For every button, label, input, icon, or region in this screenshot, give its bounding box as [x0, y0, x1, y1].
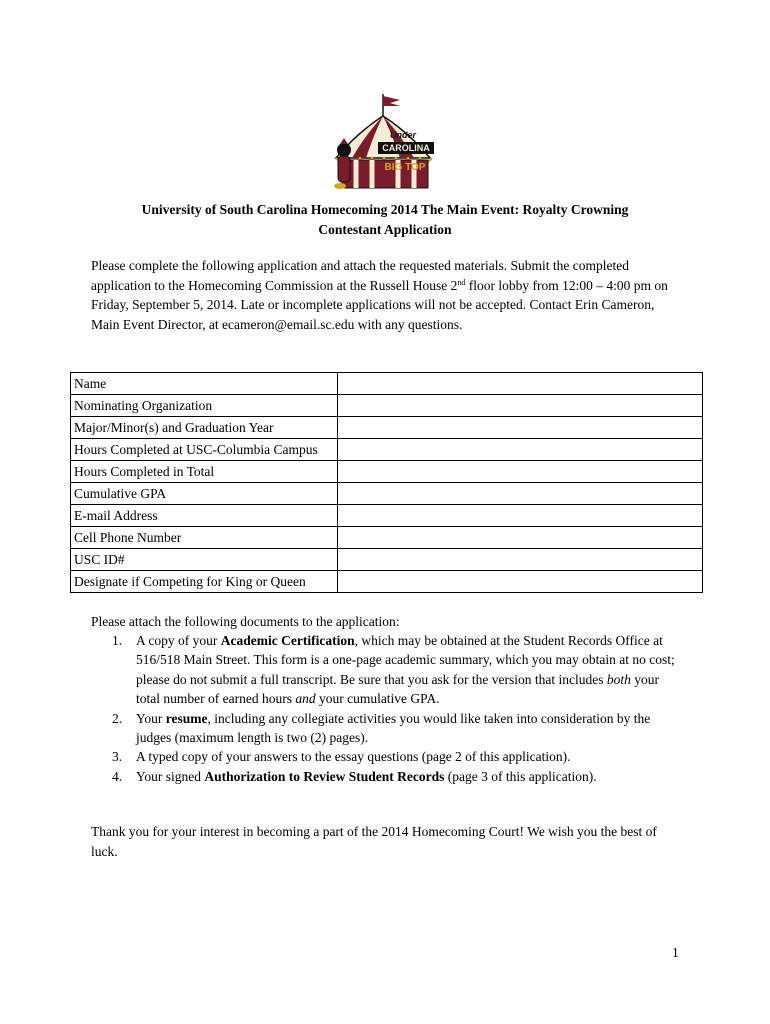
field-label: Name	[71, 373, 338, 395]
under-carolina-big-top-logo	[328, 92, 442, 196]
table-row	[71, 483, 703, 505]
attachments-list	[91, 631, 681, 786]
table-row	[71, 527, 703, 549]
table-row	[71, 417, 703, 439]
svg-text:Under: Under	[390, 130, 417, 140]
field-value-cell[interactable]	[338, 439, 703, 461]
applicant-info-table	[70, 372, 703, 593]
list-item: 2. Your resume, including any collegiate activities you would like taken into consideration by the judges (maximum length is two (2) pages).	[112, 710, 651, 746]
table-row	[71, 439, 703, 461]
field-value-cell[interactable]	[338, 527, 703, 549]
instructions-paragraph: Please complete the following application and attach the requested materials. Submit the completed application to the Homecoming Commission at the Russell House 2nd floor lobby from 12:00 – 4:00 pm on Friday, September 5, 2014. Late or incomplete applications will not be accepted. Contact Erin Cameron, Main Event Director, at ecameron@email.sc.edu with any questions.	[91, 258, 668, 332]
field-value-cell[interactable]	[338, 417, 703, 439]
field-label: Cell Phone Number	[71, 527, 338, 549]
flag-icon	[383, 96, 400, 106]
table-row	[71, 571, 703, 593]
table-row	[71, 505, 703, 527]
field-value-cell[interactable]	[338, 505, 703, 527]
list-item: 4. Your signed Authorization to Review Student Records (page 3 of this application).	[112, 768, 597, 784]
field-value-cell[interactable]	[338, 549, 703, 571]
svg-text:BIG TOP: BIG TOP	[384, 162, 426, 173]
attachments-intro: Please attach the following documents to the application:	[91, 614, 400, 629]
table-row	[71, 373, 703, 395]
field-label: Major/Minor(s) and Graduation Year	[71, 417, 338, 439]
field-value-cell[interactable]	[338, 483, 703, 505]
svg-text:CAROLINA: CAROLINA	[382, 143, 430, 153]
document-title: University of South Carolina Homecoming 2014 The Main Event: Royalty Crowning	[141, 202, 629, 217]
table-row	[71, 461, 703, 483]
list-item: 1. A copy of your Academic Certification, which may be obtained at the Student Records Office at 516/518 Main Street. This form is a one-page academic summary, which you may obtain at no cost; please do not submit a full transcript. Be sure that you ask for the version that includes both your total number of earned hours and your cumulative GPA.	[112, 633, 675, 707]
field-label: Hours Completed in Total	[71, 461, 338, 483]
list-item: 3. A typed copy of your answers to the essay questions (page 2 of this application).	[112, 749, 571, 765]
table-row	[71, 395, 703, 417]
field-value-cell[interactable]	[338, 571, 703, 593]
field-label: Hours Completed at USC-Columbia Campus	[71, 439, 338, 461]
field-label: Designate if Competing for King or Queen	[71, 571, 338, 593]
field-label: USC ID#	[71, 549, 338, 571]
field-label: E-mail Address	[71, 505, 338, 527]
document-subtitle: Contestant Application	[318, 222, 452, 237]
field-value-cell[interactable]	[338, 395, 703, 417]
field-value-cell[interactable]	[338, 461, 703, 483]
field-value-cell[interactable]	[338, 373, 703, 395]
page-number: 1	[672, 945, 679, 960]
closing-paragraph: Thank you for your interest in becoming a part of the 2014 Homecoming Court! We wish you the best of luck.	[91, 824, 657, 859]
field-label: Cumulative GPA	[71, 483, 338, 505]
table-row	[71, 549, 703, 571]
field-label: Nominating Organization	[71, 395, 338, 417]
